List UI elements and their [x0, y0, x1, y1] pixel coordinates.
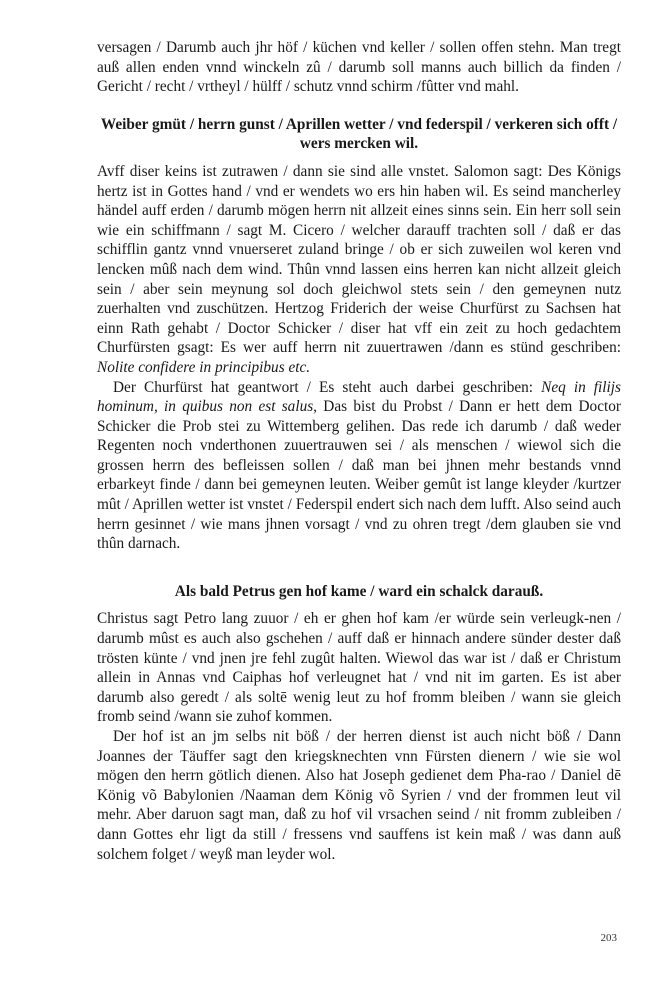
page-body	[97, 38, 621, 864]
latin-quote: Nolite confidere in principibus etc.	[97, 358, 311, 376]
paragraph-continuation: versagen / Darumb auch jhr höf / küchen vnd keller / sollen offen stehn. Man tregt auß allen enden vnnd winckeln zû / darumb soll manns auch billich da finden / Gericht / recht / vrtheyl / hülff / schutz vnnd schirm /fûtter vnd mahl.	[97, 39, 621, 96]
paragraph-avff-diser	[97, 162, 621, 378]
section-heading-weiber-gmuet: Weiber gmüt / herrn gunst / Aprillen wetter / vnd federspil / verkeren sich offt / wers mercken wil.	[100, 115, 618, 153]
paragraph-churfuerst	[97, 378, 621, 554]
paragraph-der-hof: Der hof ist an jm selbs nit böß / der herren dienst ist auch nicht böß / Dann Joannes der Täuffer sagt den kriegsknechten vnn Fürsten dienern / wie sie wol mögen den herrn götlich dienen. Also hat Joseph gedienet dem Pha-rao / Daniel dē König võ Babylonien /Naaman dem König võ Syrien / vnd der frommen leut vil mehr. Aber daruon sagt man, daß zu hof vil vrsachen seind / nit fromm zubleiben / dann Gottes ehr ligt da still / fressens vnd sauffens ist kein maß / was dann auß solchem folget / weyß man leyder wol.	[97, 728, 621, 863]
latin-quote: Neq in filijs hominum, in quibus non est salus,	[97, 378, 621, 416]
paragraph-text: Avff diser keins ist zutrawen / dann sie sind alle vnstet. Salomon sagt: Des Königs hertz ist in Gottes hand / vnd er wendets wo ers hin haben wil. Es seind mancherley händel auff erden / darumb mögen herrn nit allzeit eines sinns sein. Ein herr soll sein wie ein schiffmann / sagt M. Cicero / welcher darauff trachten soll / daß er das schifflin gantz vnnd vnuerseret zuland bringe / ob er sich zuweilen wol keren vnd lencken mûß nach dem wind. Thûn vnnd lassen eins herren kan nicht allzeit gleich sein / aber sein meynung sol doch gleichwol stets sein / den gemeynen nutz zuerhalten vnd zuschützen. Hertzog Friderich der weise Churfürst zu Sachsen hat einn Rath gehabt / Doctor Schicker / diser hat vff ein zeit zu hoch gedachtem Churfürsten gsagt: Es wer auff herrn nit zuuertrawen /dann es stünd geschriben:	[97, 162, 621, 357]
paragraph-text: Das bist du Probst / Dann er hett dem Doctor Schicker die Prob stei zu Wittemberg gelihen. Das rede ich darumb / daß weder Regenten noch vnderthonen zuuertrauwen sei / als menschen / wiewol sich die grossen herrn des befleissen sollen / daß man bei jhnen mehr bestands vnnd erbarkeyt finde / dann bei gemeynen leuten. Weiber gemût ist lange kleyder /kurtzer mût / Aprillen wetter ist vnstet / Federspil endert sich nach dem lufft. Also seind auch herrn gesinnet / wie mans jhnen vorsagt / vnd zu ohren tregt /dem glauben sie vnd thûn darnach.	[97, 398, 621, 553]
paragraph-christus: Christus sagt Petro lang zuuor / eh er ghen hof kam /er würde sein verleugk-nen / darumb mûst es auch also gschehen / auff daß er hinnach andere sünder dester daß trösten künte / vnd jnen jre fehl zugût halten. Wiewol das war ist / daß er Christum allein in Annas vnd Caiphas hof verleugnet hat / vnd nit im garten. Es ist aber darumb also geredt / als soltē wenig leut zu hof fromm bleiben / wann sie gleich fromb seind /wann sie zuhof kommen.	[97, 610, 621, 726]
section-heading-petrus: Als bald Petrus gen hof kame / ward ein schalck darauß.	[174, 582, 544, 600]
page-number: 203	[600, 932, 617, 944]
paragraph-text: Der Churfürst hat geantwort / Es steht auch darbei geschriben:	[113, 378, 542, 396]
